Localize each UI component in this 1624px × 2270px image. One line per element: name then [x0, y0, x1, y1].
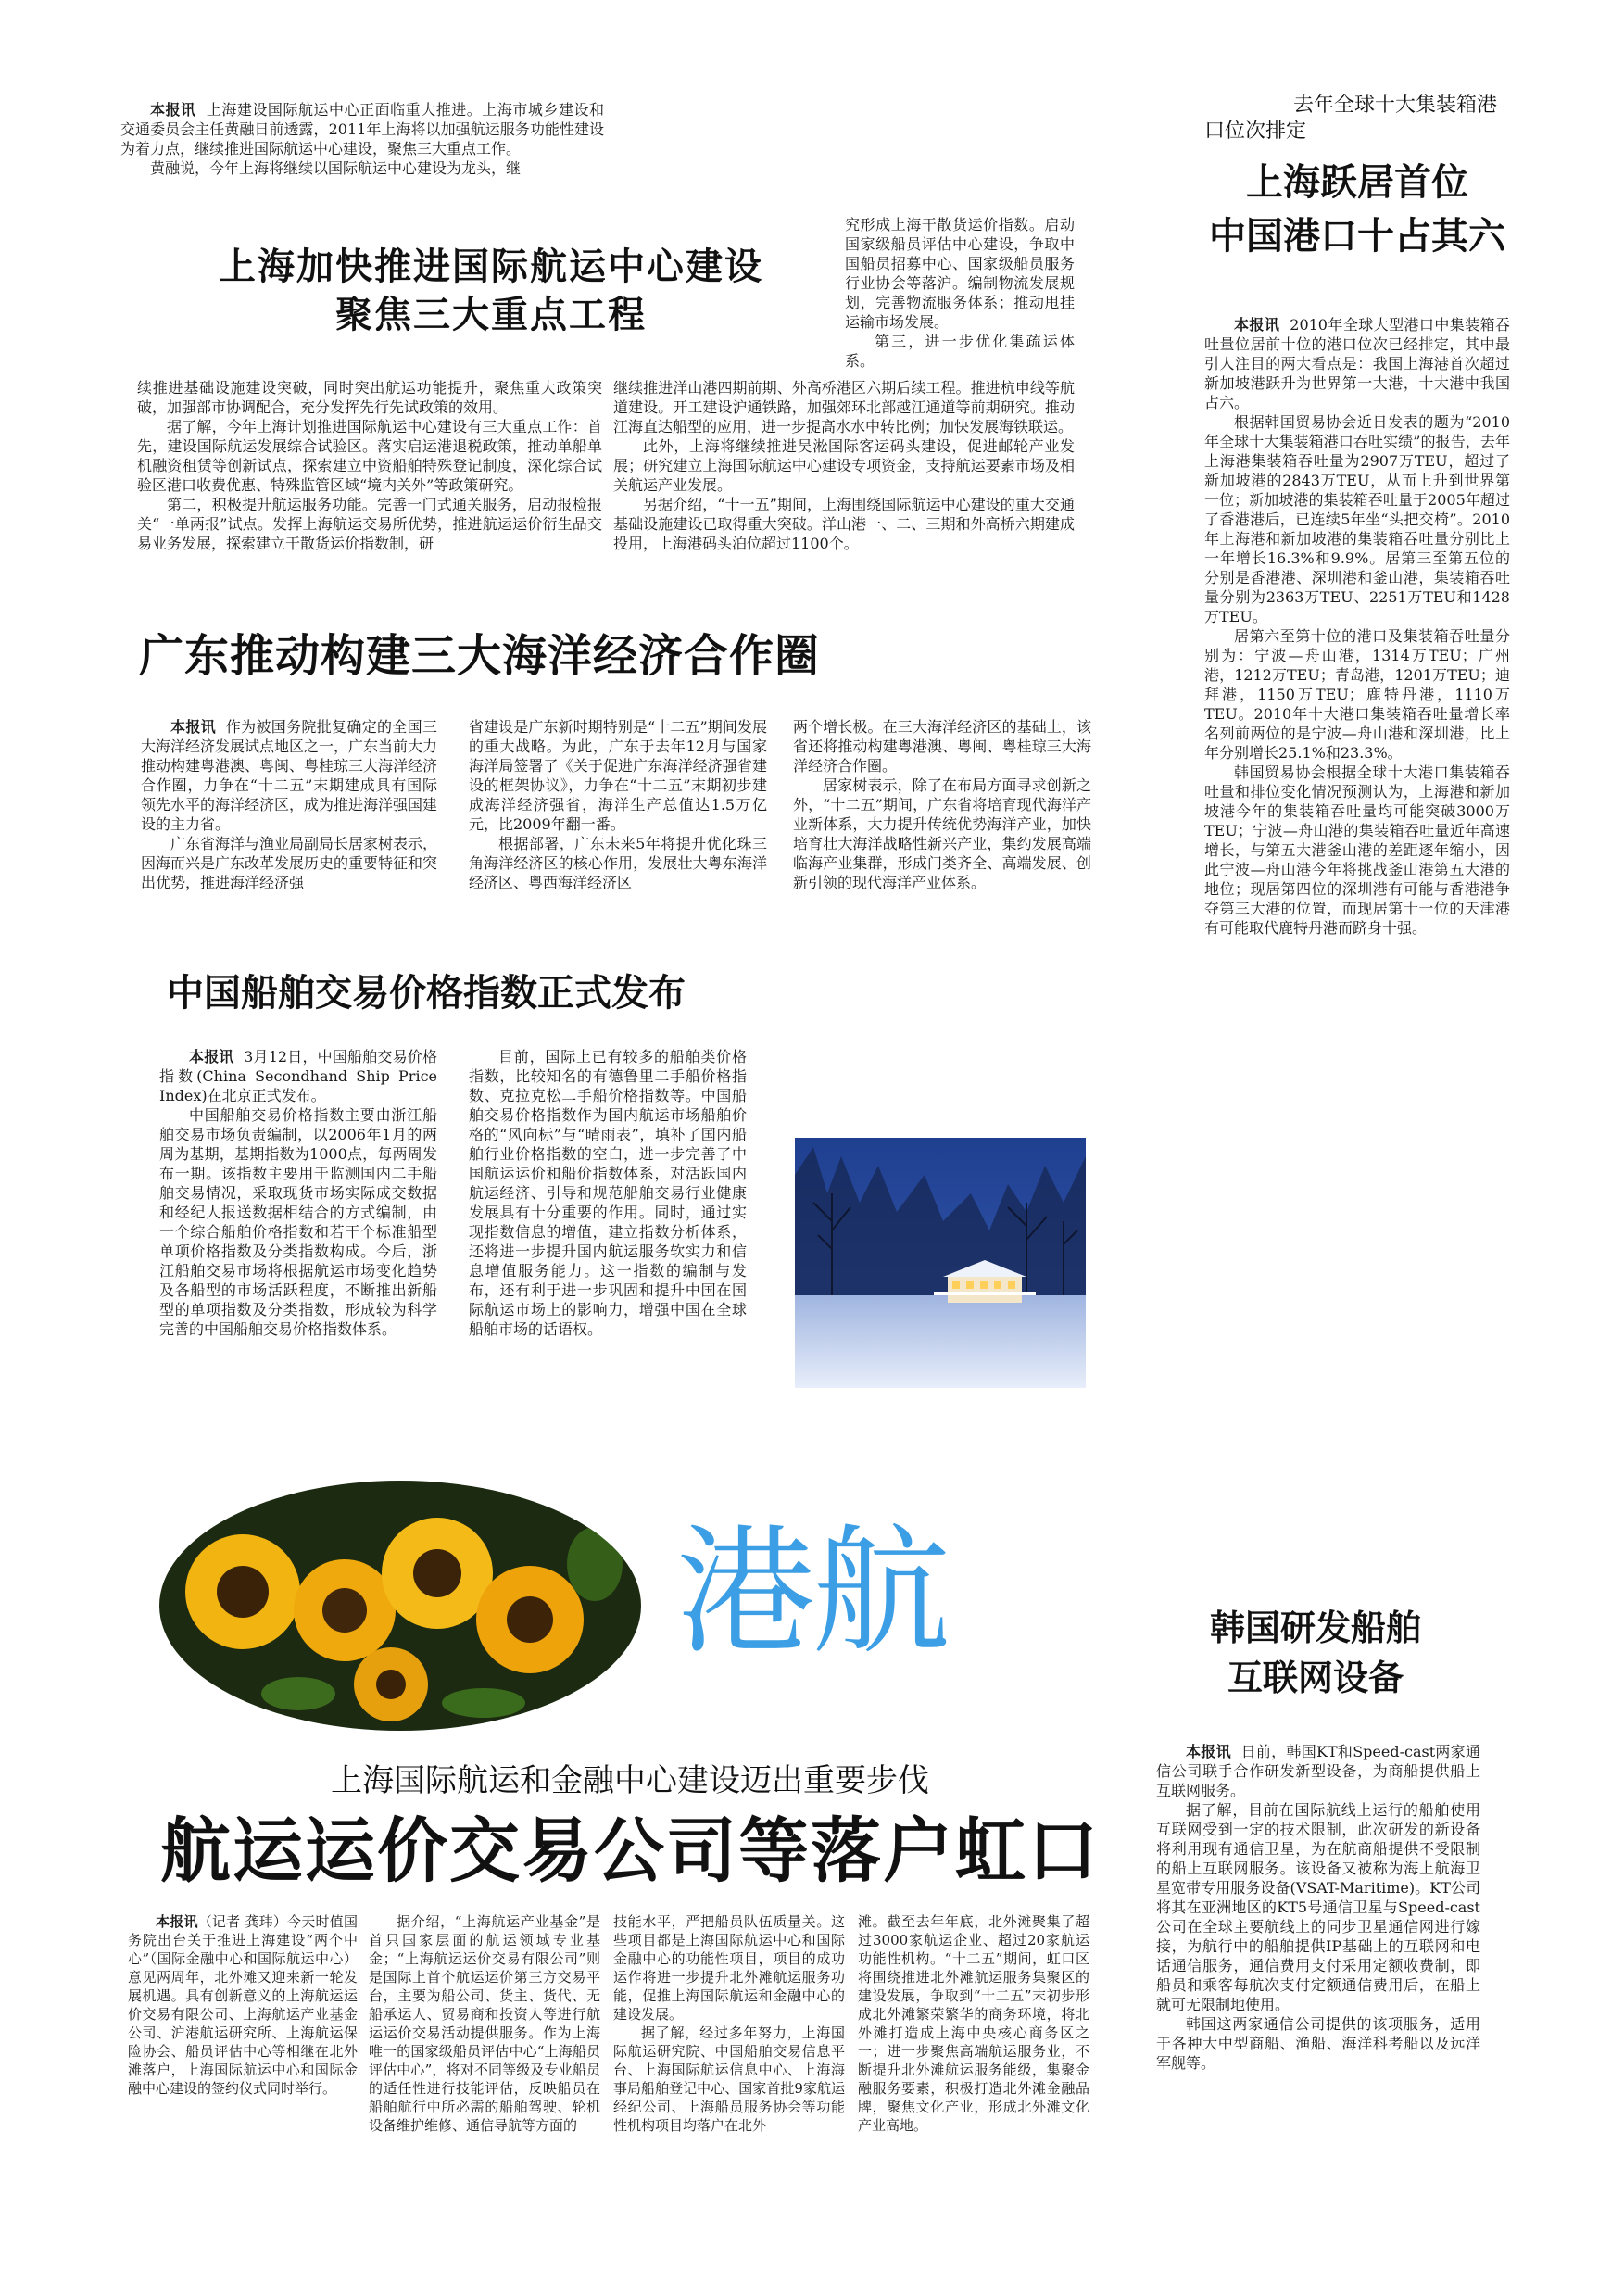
headline-line-2: 中国港口十占其六 — [1209, 214, 1505, 258]
headline-line-1: 韩国研发船舶 — [1209, 1607, 1421, 1648]
index-col-1 — [159, 1047, 437, 1339]
section-title-text: 港航 — [676, 1512, 948, 1673]
body-paragraph: 日前，韩国KT和Speed-cast两家通信公司联手合作研发新型设备，为商船提供船上互联网服务。 — [1156, 1743, 1480, 1799]
hongkou-headline-box — [130, 1807, 1130, 1896]
kicker-line-2: 口位次排定 — [1204, 120, 1307, 143]
body-paragraph: 此外，上海将继续推进吴淞国际客运码头建设，促进邮轮产业发展；研究建立上海国际航运中心建设专项资金，支持航运要素市场及相关航运产业发展。 — [613, 437, 1075, 494]
headline-line-1: 上海跃居首位 — [1246, 160, 1468, 204]
korea-body — [1156, 1742, 1480, 2073]
body-paragraph: 据介绍，“上海航运产业基金”是首只国家层面的航运领域专业基金；“上海航运运价交易有限公司”则是国际上首个航运运价第三方交易平台，主要为船公司、货主、货代、无船承运人、贸易商和投资人等进行航运运价交易活动提供服务。作为上海唯一的国家级船员评估中心“上海船员评估中心”，将对不同等级及专业船员的适任性进行技能评估，反映船员在船舶航行中所必需的船舶驾驶、轮机设备维护维修、通信导航等方面的 — [369, 1913, 600, 2134]
body-paragraph: 两个增长极。在三大海洋经济区的基础上，该省还将推动构建粤港澳、粤闽、粤桂琼三大海洋经济合作圈。 — [793, 718, 1091, 775]
top-article-col-right — [613, 378, 1075, 553]
lead-tag: 本报讯 — [1234, 316, 1280, 334]
guangdong-col-3 — [793, 717, 1091, 892]
lead-tag: 本报讯 — [1186, 1743, 1231, 1760]
guangdong-col-1 — [141, 717, 437, 892]
body-paragraph: 技能水平，严把船员队伍质量关。这些项目都是上海国际航运中心和国际金融中心的功能性项目，项目的成功运作将进一步提升北外滩航运服务功能，促推上海国际航运和金融中心的建设发展。 — [613, 1913, 845, 2023]
lead-tag: 本报讯 — [189, 1048, 234, 1066]
hongkou-col-4 — [858, 1912, 1089, 2135]
snow-house-illustration — [795, 1138, 1086, 1388]
top-article-right-top — [845, 215, 1075, 371]
hongkou-col-3 — [613, 1912, 845, 2135]
headline-line-2: 互联网设备 — [1227, 1657, 1404, 1698]
lead-tag: 本报讯 — [170, 718, 216, 736]
body-paragraph: 居第六至第十位的港口及集装箱吞吐量分别为：宁波—舟山港，1314万TEU；广州港，1212万TEU；青岛港，1201万TEU；迪拜港，1150万TEU；鹿特丹港，1110万TEU。2010年十大港口集装箱吞吐量增长率名列前两位的是宁波—舟山港和深圳港，比上年分别增长25.1%和23.3%。 — [1204, 627, 1510, 762]
body-paragraph: 第三，进一步优化集疏运体系。 — [845, 333, 1075, 370]
body-paragraph: 中国船舶交易价格指数主要由浙江船舶交易市场负责编制，以2006年1月的两周为基期，基期指数为1000点，每两周发布一期。该指数主要用于监测国内二手船舶交易情况，采取现货市场实际成交数据和经纪人报送数据相结合的方式编制，由一个综合船舶价格指数和若干个标准船型单项价格指数及分类指数构成。今后，浙江船舶交易市场将根据航运市场变化趋势及各船型的市场活跃程度，不断推出新船型的单项指数及分类指数，形成较为科学完善的中国船舶交易价格指数体系。 — [159, 1106, 437, 1338]
intro-text: 上海建设国际航运中心正面临重大推进。上海市城乡建设和交通委员会主任黄融日前透露，2011年上海将以加强航运服务功能性建设为着力点，继续推进国际航运中心建设，聚焦三大重点工作。 — [120, 101, 604, 158]
body-paragraph: 另据介绍，“十一五”期间，上海围绕国际航运中心建设的重大交通基础设施建设已取得重大突破。洋山港一、二、三期和外高桥六期建成投用，上海港码头泊位超过1100个。 — [613, 496, 1075, 552]
hongkou-col-2 — [369, 1912, 600, 2135]
body-paragraph: 3月12日，中国船舶交易价格指数(China Secondhand Ship Price Index)在北京正式发布。 — [159, 1048, 437, 1104]
lead-tag: 本报讯 — [156, 1913, 198, 1930]
right-article-body — [1204, 315, 1510, 938]
top-article-intro — [120, 100, 604, 178]
headline-line-1: 上海加快推进国际航运中心建设 — [219, 246, 763, 288]
body-paragraph: 目前，国际上已有较多的船舶类价格指数，比较知名的有德鲁里二手船价格指数、克拉克松二手船价格指数等。中国船舶交易价格指数作为国内航运市场船舶价格的“风向标”与“晴雨表”，填补了国内船舶行业价格指数的空白，进一步完善了中国航运运价和船价指数体系，对活跃国内航运经济、引导和规范船舶交易行业健康发展具有十分重要的作用。同时，通过实现指数信息的增值，建立指数分析体系，还将进一步提升国内航运服务软实力和信息增值服务能力。这一指数的编制与发布，还有利于进一步巩固和提升中国在国际航运市场上的影响力，增强中国在全球船舶市场的话语权。 — [469, 1048, 747, 1338]
body-paragraph: 根据韩国贸易协会近日发表的题为“2010年全球十大集装箱港口吞吐实绩”的报告，去年上海港集装箱吞吐量为2907万TEU，超过了新加坡港的2843万TEU，从而上升到世界第一位；新加坡港的集装箱吞吐量于2005年超过了香港港后，已连续5年坐“头把交椅”。2010年上海港和新加坡港的集装箱吞吐量分别比上一年增长16.3%和9.9%。居第三至第五位的分别是香港港、深圳港和釜山港，集装箱吞吐量分别为2363万TEU、2251万TEU和1428万TEU。 — [1204, 413, 1510, 625]
guangdong-col-2 — [469, 717, 767, 892]
top-article-headline — [139, 243, 843, 339]
guangdong-headline — [139, 626, 1065, 686]
headline: 广东推动构建三大海洋经济合作圈 — [139, 630, 821, 682]
body-paragraph: 韩国贸易协会根据全球十大港口集装箱吞吐量和排位变化情况预测认为，上海港和新加坡港今年的集装箱吞吐量均可能突破3000万TEU；宁波—舟山港的集装箱吞吐量近年高速增长，与第五大港釜山港的差距逐年缩小，因此宁波—舟山港今年将挑战釜山港第五大港的地位；现居第四位的深圳港有可能与香港港争夺第三大港的位置，而现居第十一位的天津港有可能取代鹿特丹港而跻身十强。 — [1204, 763, 1510, 937]
body-paragraph: 据了解，经过多年努力，上海国际航运研究院、中国船舶交易信息平台、上海国际航运信息中心、上海海事局船舶登记中心、国家首批9家航运经纪公司、上海船员服务协会等功能性机构项目均落户在北外 — [613, 2024, 845, 2134]
body-paragraph: 续推进基础设施建设突破，同时突出航运功能提升，聚焦重大政策突破，加强部市协调配合，充分发挥先行先试政策的效用。 — [137, 379, 602, 416]
kicker: 上海国际航运和金融中心建设迈出重要步伐 — [331, 1762, 929, 1799]
body-paragraph: 韩国这两家通信公司提供的该项服务，适用于各种大中型商船、渔船、海洋科考船以及远洋军舰等。 — [1156, 2015, 1480, 2072]
body-paragraph: 据了解，目前在国际航线上运行的船舶使用互联网受到一定的技术限制，此次研发的新设备将利用现有通信卫星，为在航商船提供不受限制的船上互联网服务。该设备又被称为海上航海卫星宽带专用服务设备(VSAT-Maritime)。KT公司将其在亚洲地区的KT5号通信卫星与Speed-cast公司在全球主要航线上的同步卫星通信网进行嫁接，为航行中的船舶提供IP基础上的互联网和电话通信服务，通信费用支付采用定额收费制，即船员和乘客每航次支付定额通信费用后，在船上就可无限制地使用。 — [1156, 1801, 1480, 2013]
body-paragraph: 居家树表示，除了在布局方面寻求创新之外，“十二五”期间，广东省将培育现代海洋产业新体系，大力提升传统优势海洋产业，加快培育壮大海洋战略性新兴产业，集约发展高端临海产业集群，形成门类齐全、高端发展、创新引领的现代海洋产业体系。 — [793, 776, 1091, 891]
hongkou-kicker-box — [148, 1760, 1112, 1801]
body-paragraph: 2010年全球大型港口中集装箱吞吐量位居前十位的港口位次已经排定，其中最引人注目的两大看点是：我国上海港首次超过新加坡港跃升为世界第一大港，十大港中我国占六。 — [1204, 316, 1510, 411]
kicker-line-1: 去年全球十大集装箱港 — [1292, 94, 1497, 117]
hongkou-col-1 — [128, 1912, 358, 2098]
top-article-col-left — [137, 378, 602, 553]
lead-tag: 本报讯 — [150, 101, 196, 119]
headline: 航运运价交易公司等落户虹口 — [160, 1810, 1100, 1892]
sunflower-photo — [159, 1481, 641, 1731]
headline: 中国船舶交易价格指数正式发布 — [167, 971, 686, 1015]
body-paragraph: 继续推进洋山港四期前期、外高桥港区六期后续工程。推进杭申线等航道建设。开工建设沪通铁路，加强郊环北部越江通道等前期研究。推动江海直达船型的应用，进一步提高水水中转比例；加快发展海铁联运。 — [613, 379, 1075, 435]
intro-text-2: 黄融说，今年上海将继续以国际航运中心建设为龙头，继 — [150, 159, 522, 177]
body-paragraph: 滩。截至去年年底，北外滩聚集了超过3000家航运企业、超过20家航运功能性机构。“十二五”期间，虹口区将围绕推进北外滩航运服务集聚区的建设发展，争取到“十二五”末初步形成北外滩繁荣繁华的商务环境，将北外滩打造成上海中央核心商务区之一；进一步聚焦高端航运服务业，不断提升北外滩航运服务能级，集聚金融服务要素，积极打造北外滩金融品牌，聚焦文化产业，形成北外滩文化产业高地。 — [858, 1913, 1089, 2134]
right-article-kicker — [1204, 93, 1510, 145]
index-headline-box — [167, 967, 1001, 1019]
body-paragraph: 究形成上海干散货运价指数。启动国家级船员评估中心建设，争取中国船员招募中心、国家级船员服务行业协会等落沪。编制物流发展规划，完善物流服务体系；推动甩挂运输市场发展。 — [845, 216, 1075, 331]
index-col-2 — [469, 1047, 747, 1339]
sunflower-illustration — [159, 1481, 641, 1731]
body-paragraph: 作为被国务院批复确定的全国三大海洋经济发展试点地区之一，广东当前大力推动构建粤港澳、粤闽、粤桂琼三大海洋经济合作圈，力争在“十二五”末期建成具有国际领先水平的海洋经济区，成为推进海洋强国建设的主力省。 — [141, 718, 438, 833]
body-paragraph: 据了解，今年上海计划推进国际航运中心建设有三大重点工作：首先，建设国际航运发展综合试验区。落实启运港退税政策，推动单船单机融资租赁等创新试点，探索建立中资船舶特殊登记制度，深化综合试验区港口收费优惠、特殊监管区域“境内关外”等政策研究。 — [137, 418, 602, 494]
body-paragraph: （记者 龚玮）今天时值国务院出台关于推进上海建设“两个中心”（国际金融中心和国际航运中心）意见两周年，北外滩又迎来新一轮发展机遇。具有创新意义的上海航运运价交易有限公司、上海航运产业基金公司、沪港航运研究所、上海航运保险协会、船员评估中心等相继在北外滩落户，上海国际航运中心和国际金融中心建设的签约仪式同时举行。 — [128, 1913, 358, 2097]
body-paragraph: 省建设是广东新时期特别是“十二五”期间发展的重大战略。为此，广东于去年12月与国家海洋局签署了《关于促进广东海洋经济强省建设的框架协议》，力争在“十二五”末期初步建成海洋经济强省，海洋生产总值达1.5万亿元，比2009年翻一番。 — [469, 718, 767, 833]
body-paragraph: 广东省海洋与渔业局副局长居家树表示，因海而兴是广东改革发展历史的重要特征和突出优势，推进海洋经济强 — [141, 835, 438, 891]
korea-headline — [1149, 1603, 1482, 1703]
body-paragraph: 根据部署，广东未来5年将提升优化珠三角海洋经济区的核心作用，发展壮大粤东海洋经济区、粤西海洋经济区 — [469, 835, 767, 891]
right-article-headline — [1195, 156, 1519, 263]
snow-house-photo — [795, 1138, 1086, 1388]
body-paragraph: 第二，积极提升航运服务功能。完善一门式通关服务，启动报检报关“一单两报”试点。发挥上海航运交易所优势，推进航运运价衍生品交易业务发展，探索建立干散货运价指数制，研 — [137, 496, 602, 552]
headline-line-2: 聚焦三大重点工程 — [335, 294, 647, 336]
section-title — [676, 1514, 1102, 1671]
